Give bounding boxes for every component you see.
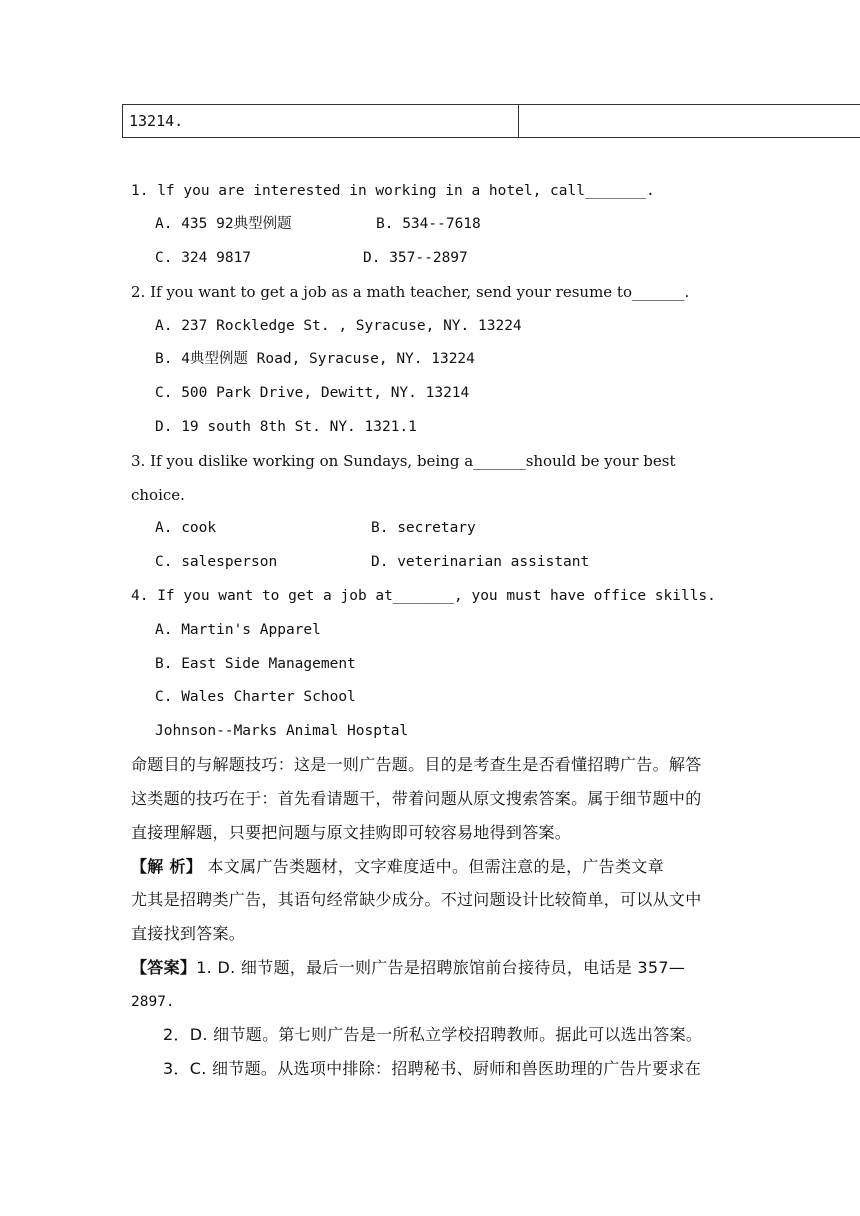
tips-line-2: 这类题的技巧在于：首先看请题干，带着问题从原文搜索答案。属于细节题中的 — [131, 789, 702, 808]
answer-line-4: 3．C. 细节题。从选项中排除：招聘秘书、厨师和兽医助理的广告片要求在 — [163, 1059, 702, 1078]
question-2-option-c: C. 500 Park Drive, Dewitt, NY. 13214 — [155, 385, 470, 401]
question-1-option-c: C. 324 9817 — [155, 250, 252, 266]
question-1-option-a: A. 435 92典型例题 — [155, 216, 292, 232]
table-cell-empty — [519, 105, 860, 137]
question-1-option-b: B. 534--7618 — [376, 216, 481, 232]
tips-line-1: 命题目的与解题技巧：这是一则广告题。目的是考查生是否看懂招聘广告。解答 — [131, 755, 702, 774]
answer-label: 【答案】 — [131, 958, 197, 977]
question-2-option-a: A. 237 Rockledge St. , Syracuse, NY. 13224 — [155, 318, 522, 334]
analysis-line-2: 尤其是招聘类广告，其语句经常缺少成分。不过问题设计比较简单，可以从文中 — [131, 890, 702, 909]
question-3-stem-line-2: choice. — [131, 486, 185, 504]
question-3-option-b: B. secretary — [371, 520, 476, 536]
question-3-stem-line-1: 3. If you dislike working on Sundays, being a_______should be your best — [131, 452, 676, 470]
question-2-option-d: D. 19 south 8th St. NY. 1321.1 — [155, 419, 417, 435]
question-2-stem: 2. If you want to get a job as a math teacher, send your resume to_______. — [131, 283, 690, 301]
analysis-line-1 — [131, 857, 664, 877]
answer-line-1 — [131, 958, 685, 978]
question-3-option-c: C. salesperson — [155, 554, 278, 570]
question-4-option-d: Johnson--Marks Animal Hosptal — [155, 723, 409, 739]
header-table — [122, 104, 860, 138]
tips-line-3: 直接理解题，只要把问题与原文挂购即可较容易地得到答案。 — [131, 823, 572, 842]
question-4-option-a: A. Martin's Apparel — [155, 622, 321, 638]
answer-line-2: 2897. — [131, 994, 175, 1010]
question-3-option-d: D. veterinarian assistant — [371, 554, 590, 570]
question-4-option-b: B. East Side Management — [155, 656, 356, 672]
question-4-stem: 4. If you want to get a job at_______, you must have office skills. — [131, 588, 716, 604]
analysis-line-3: 直接找到答案。 — [131, 924, 246, 943]
table-cell: 13214. — [123, 105, 519, 137]
question-3-option-a: A. cook — [155, 520, 217, 536]
answer-text-1: 1. D. 细节题，最后一则广告是招聘旅馆前台接待员，电话是 357— — [196, 958, 686, 977]
question-2-option-b: B. 4典型例题 Road, Syracuse, NY. 13224 — [155, 351, 475, 367]
answer-line-3: 2．D. 细节题。第七则广告是一所私立学校招聘教师。据此可以选出答案。 — [163, 1025, 703, 1044]
question-1-option-d: D. 357--2897 — [363, 250, 468, 266]
question-4-option-c: C. Wales Charter School — [155, 689, 356, 705]
question-1-stem: 1. lf you are interested in working in a hotel, call_______. — [131, 183, 655, 199]
analysis-label: 【解 析】 — [131, 857, 203, 876]
analysis-text-1: 本文属广告类题材，文字难度适中。但需注意的是，广告类文章 — [202, 857, 664, 876]
